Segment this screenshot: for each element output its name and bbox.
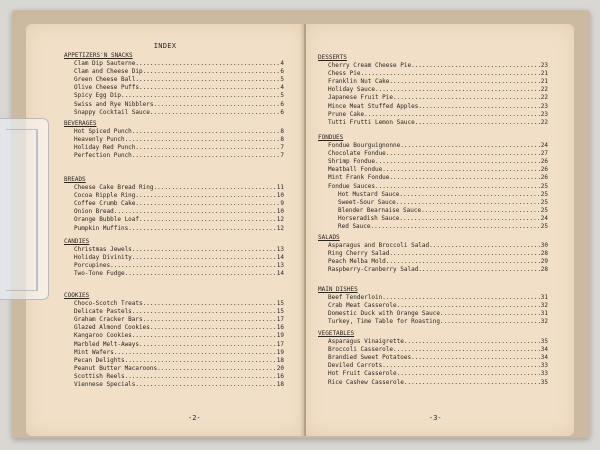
- recipe-name: Viennese Specials: [74, 381, 136, 389]
- recipe-page-number: 11: [276, 184, 284, 192]
- recipe-name: Graham Cracker Bars: [74, 316, 143, 324]
- dot-leader: [375, 183, 540, 191]
- recipe-page-number: 17: [276, 316, 284, 324]
- recipe-name: Franklin Nut Cake: [328, 78, 390, 86]
- index-entry: [64, 216, 284, 224]
- recipe-page-number: 22: [540, 94, 548, 102]
- index-entry: [64, 254, 284, 262]
- recipe-name: Green Cheese Ball: [74, 76, 136, 84]
- index-entry: [318, 302, 548, 310]
- index-section: [64, 176, 284, 233]
- index-entry: [318, 174, 548, 182]
- dot-leader: [135, 144, 279, 152]
- recipe-page-number: 26: [540, 174, 548, 182]
- dot-leader: [404, 379, 540, 387]
- index-entry: [64, 270, 284, 278]
- recipe-page-number: 26: [540, 166, 548, 174]
- index-entry: [318, 215, 548, 223]
- dot-leader: [114, 349, 276, 357]
- recipe-page-number: 18: [276, 356, 284, 364]
- index-entry: [64, 332, 284, 340]
- index-entry: [318, 338, 548, 346]
- index-entry: [64, 316, 284, 324]
- recipe-page-number: 5: [280, 92, 284, 100]
- dot-leader: [132, 332, 276, 340]
- recipe-page-number: 33: [540, 370, 548, 378]
- recipe-name: Deviled Carrots: [328, 362, 383, 370]
- recipe-page-number: 30: [540, 242, 548, 250]
- index-section: [318, 54, 548, 127]
- index-page-right: [306, 24, 574, 436]
- recipe-name: Pumpkin Muffins: [74, 224, 129, 232]
- index-entry: [318, 310, 548, 318]
- index-entry: [64, 192, 284, 200]
- recipe-name: Two-Tone Fudge: [74, 270, 125, 278]
- dot-leader: [143, 316, 276, 324]
- recipe-name: Spicy Egg Dip: [74, 92, 121, 100]
- index-entry: [64, 68, 284, 76]
- index-entry: [64, 225, 284, 233]
- dot-leader: [418, 103, 539, 111]
- recipe-name: Heavenly Punch: [74, 136, 125, 144]
- recipe-name: Christmas Jewels: [74, 246, 132, 254]
- recipe-name: Ring Cherry Salad: [328, 250, 390, 258]
- dot-leader: [399, 191, 539, 199]
- dot-leader: [153, 101, 279, 109]
- index-entry: [318, 242, 548, 250]
- recipe-name: Horseradish Sauce: [338, 214, 400, 222]
- index-entry: [318, 191, 548, 199]
- index-section: [318, 234, 548, 274]
- dot-leader: [150, 324, 276, 332]
- recipe-name: Red Sauce: [338, 223, 371, 231]
- dot-leader: [371, 223, 540, 231]
- dot-leader: [132, 246, 276, 254]
- recipe-name: Perfection Punch: [74, 152, 132, 160]
- recipe-page-number: 24: [540, 214, 548, 222]
- dot-leader: [396, 199, 540, 207]
- index-entry: [64, 60, 284, 68]
- recipe-name: Holiday Sauce: [328, 86, 375, 94]
- recipe-name: Shrimp Fondue: [328, 158, 375, 166]
- dot-leader: [389, 174, 539, 182]
- recipe-page-number: 22: [540, 86, 548, 94]
- index-entry: [318, 379, 548, 387]
- index-entry: [64, 324, 284, 332]
- dot-leader: [125, 270, 276, 278]
- section-title: CANDIES: [64, 238, 90, 245]
- recipe-page-number: 25: [540, 198, 548, 206]
- index-entry: [318, 362, 548, 370]
- dot-leader: [411, 354, 540, 362]
- dot-leader: [157, 365, 276, 373]
- index-entry: [64, 262, 284, 270]
- recipe-page-number: 32: [540, 318, 548, 326]
- recipe-name: Peanut Butter Macaroons: [74, 364, 158, 372]
- recipe-page-number: 13: [276, 262, 284, 270]
- recipe-page-number: 15: [276, 300, 284, 308]
- dot-leader: [139, 341, 276, 349]
- index-entry: [64, 152, 284, 160]
- index-entry: [64, 381, 284, 389]
- recipe-page-number: 6: [280, 100, 284, 108]
- page-number: -2-: [188, 414, 201, 422]
- recipe-name: Japanese Fruit Pie: [328, 94, 394, 102]
- dot-leader: [375, 86, 540, 94]
- dot-leader: [135, 192, 275, 200]
- index-entry: [64, 357, 284, 365]
- recipe-name: Turkey, Time Table for Roasting: [328, 318, 440, 326]
- dot-leader: [411, 62, 540, 70]
- index-entry: [64, 92, 284, 100]
- section-title: BEVERAGES: [64, 120, 97, 127]
- index-entry: [318, 346, 548, 354]
- recipe-name: Asparagus Vinaigrette: [328, 338, 404, 346]
- section-title: APPETIZERS'N SNACKS: [64, 52, 133, 59]
- recipe-page-number: 6: [280, 108, 284, 116]
- index-entry: [64, 101, 284, 109]
- recipe-name: Mince Meat Stuffed Apples: [328, 102, 419, 110]
- recipe-name: Orange Bubble Loaf: [74, 216, 140, 224]
- recipe-page-number: 23: [540, 102, 548, 110]
- recipe-name: Holiday Divinity: [74, 254, 132, 262]
- index-entry: [64, 349, 284, 357]
- dot-leader: [135, 76, 279, 84]
- dot-leader: [150, 109, 280, 117]
- index-entry: [64, 341, 284, 349]
- recipe-page-number: 12: [276, 216, 284, 224]
- recipe-name: Pecan Delights: [74, 356, 125, 364]
- recipe-name: Crab Meat Casserole: [328, 302, 397, 310]
- dot-leader: [389, 78, 539, 86]
- dot-leader: [397, 370, 540, 378]
- index-entry: [318, 199, 548, 207]
- recipe-page-number: 14: [276, 254, 284, 262]
- index-entry: [64, 128, 284, 136]
- index-section: [318, 134, 548, 231]
- index-entry: [64, 109, 284, 117]
- recipe-page-number: 9: [280, 200, 284, 208]
- dot-leader: [135, 200, 279, 208]
- index-entry: [318, 183, 548, 191]
- dot-leader: [393, 346, 540, 354]
- recipe-page-number: 20: [276, 364, 284, 372]
- recipe-page-number: 14: [276, 270, 284, 278]
- index-entry: [318, 207, 548, 215]
- recipe-page-number: 4: [280, 60, 284, 68]
- recipe-name: Hot Spiced Punch: [74, 128, 132, 136]
- recipe-name: Beef Tenderloin: [328, 294, 383, 302]
- dot-leader: [397, 302, 540, 310]
- index-section: [318, 330, 548, 387]
- section-title: COOKIES: [64, 292, 90, 299]
- recipe-name: Chocolate Fondue: [328, 150, 386, 158]
- recipe-page-number: 5: [280, 76, 284, 84]
- recipe-page-number: 24: [540, 142, 548, 150]
- recipe-name: Domestic Duck with Orange Sauce: [328, 310, 440, 318]
- index-entry: [64, 300, 284, 308]
- recipe-name: Swiss and Rye Nibblers: [74, 100, 154, 108]
- recipe-name: Blender Bearnaise Sauce: [338, 206, 422, 214]
- index-entry: [318, 370, 548, 378]
- recipe-page-number: 31: [540, 310, 548, 318]
- recipe-name: Asparagus and Broccoli Salad: [328, 242, 430, 250]
- dot-leader: [364, 111, 540, 119]
- index-entry: [318, 78, 548, 86]
- index-entry: [318, 94, 548, 102]
- section-title: SALADS: [318, 234, 340, 241]
- index-entry: [318, 103, 548, 111]
- recipe-page-number: 8: [280, 128, 284, 136]
- recipe-page-number: 28: [540, 266, 548, 274]
- index-entry: [318, 142, 548, 150]
- dot-leader: [132, 254, 276, 262]
- recipe-name: Fondue Bourguignonne: [328, 142, 401, 150]
- recipe-name: Cocoa Ripple Ring: [74, 192, 136, 200]
- index-section: [318, 286, 548, 326]
- recipe-name: Cherry Cream Cheese Pie: [328, 62, 412, 70]
- recipe-page-number: 31: [540, 294, 548, 302]
- section-title: BREADS: [64, 176, 86, 183]
- dot-leader: [400, 142, 540, 150]
- section-title: MAIN DISHES: [318, 286, 358, 293]
- dot-leader: [135, 381, 275, 389]
- dot-leader: [143, 300, 276, 308]
- recipe-page-number: 29: [540, 258, 548, 266]
- index-entry: [64, 136, 284, 144]
- dot-leader: [404, 338, 540, 346]
- recipe-page-number: 22: [540, 118, 548, 126]
- section-title: VEGETABLES: [318, 330, 355, 337]
- recipe-page-number: 4: [280, 84, 284, 92]
- recipe-name: Peach Melba Mold: [328, 258, 386, 266]
- dot-leader: [382, 362, 540, 370]
- recipe-page-number: 26: [540, 158, 548, 166]
- dot-leader: [389, 250, 539, 258]
- recipe-page-number: 19: [276, 332, 284, 340]
- recipe-page-number: 12: [276, 224, 284, 232]
- recipe-name: Brandied Sweet Potatoes: [328, 354, 412, 362]
- dot-leader: [132, 308, 276, 316]
- recipe-page-number: 6: [280, 68, 284, 76]
- index-entry: [318, 86, 548, 94]
- dot-leader: [418, 266, 539, 274]
- dot-leader: [440, 318, 540, 326]
- index-page-left: [26, 24, 304, 436]
- index-section: [64, 292, 284, 389]
- dot-leader: [110, 262, 276, 270]
- index-entry: [318, 318, 548, 326]
- dot-leader: [375, 158, 540, 166]
- recipe-page-number: 28: [540, 250, 548, 258]
- page-title: INDEX: [153, 42, 177, 50]
- index-entry: [64, 246, 284, 254]
- recipe-name: Glazed Almond Cookies: [74, 324, 150, 332]
- recipe-name: Hot Fruit Casserole: [328, 370, 397, 378]
- recipe-name: Olive Cheese Puffs: [74, 84, 140, 92]
- recipe-page-number: 35: [540, 378, 548, 386]
- index-entry: [318, 70, 548, 78]
- booklet: [12, 10, 590, 438]
- dot-leader: [421, 207, 540, 215]
- recipe-page-number: 25: [540, 206, 548, 214]
- recipe-page-number: 15: [276, 308, 284, 316]
- recipe-name: Porcupines: [74, 262, 111, 270]
- index-entry: [318, 250, 548, 258]
- index-entry: [64, 308, 284, 316]
- recipe-page-number: 21: [540, 78, 548, 86]
- index-entry: [318, 354, 548, 362]
- index-entry: [318, 166, 548, 174]
- recipe-name: Marbled Melt-Aways: [74, 340, 140, 348]
- recipe-page-number: 21: [540, 70, 548, 78]
- recipe-page-number: 19: [276, 348, 284, 356]
- recipe-page-number: 7: [280, 152, 284, 160]
- index-entry: [318, 266, 548, 274]
- recipe-page-number: 23: [540, 62, 548, 70]
- page-number: -3-: [429, 414, 442, 422]
- index-entry: [64, 84, 284, 92]
- recipe-page-number: 27: [540, 150, 548, 158]
- dot-leader: [361, 70, 540, 78]
- recipe-name: Mint Wafers: [74, 348, 114, 356]
- index-section: [64, 52, 284, 117]
- index-entry: [64, 208, 284, 216]
- recipe-page-number: 25: [540, 182, 548, 190]
- dot-leader: [153, 184, 275, 192]
- dot-leader: [125, 136, 280, 144]
- recipe-name: Scottish Reels: [74, 372, 125, 380]
- section-title: FONDUES: [318, 134, 344, 141]
- dot-leader: [125, 357, 276, 365]
- recipe-page-number: 34: [540, 346, 548, 354]
- recipe-page-number: 25: [540, 223, 548, 231]
- dot-leader: [132, 152, 280, 160]
- dot-leader: [440, 310, 540, 318]
- index-entry: [318, 62, 548, 70]
- recipe-page-number: 34: [540, 354, 548, 362]
- recipe-name: Clam and Cheese Dip: [74, 68, 143, 76]
- recipe-name: Coffee Crumb Cake: [74, 200, 136, 208]
- index-entry: [64, 200, 284, 208]
- recipe-name: Rice Cashew Casserole: [328, 378, 404, 386]
- recipe-page-number: 18: [276, 381, 284, 389]
- recipe-name: Raspberry-Cranberry Salad: [328, 266, 419, 274]
- recipe-page-number: 8: [280, 136, 284, 144]
- dot-leader: [386, 150, 540, 158]
- dot-leader: [139, 216, 276, 224]
- recipe-name: Delicate Pastels: [74, 308, 132, 316]
- recipe-name: Hot Mustard Sauce: [338, 190, 400, 198]
- index-entry: [318, 223, 548, 231]
- recipe-page-number: 7: [280, 144, 284, 152]
- dot-leader: [415, 119, 540, 127]
- dot-leader: [429, 242, 540, 250]
- section-title: DESSERTS: [318, 54, 347, 61]
- recipe-page-number: 35: [540, 338, 548, 346]
- recipe-name: Holiday Red Punch: [74, 144, 136, 152]
- index-entry: [318, 158, 548, 166]
- recipe-page-number: 10: [276, 208, 284, 216]
- recipe-page-number: 33: [540, 362, 548, 370]
- dot-leader: [143, 68, 280, 76]
- recipe-name: Broccoli Casserole: [328, 346, 394, 354]
- recipe-page-number: 16: [276, 324, 284, 332]
- index-entry: [318, 150, 548, 158]
- recipe-name: Prune Cake: [328, 110, 365, 118]
- recipe-name: Kangaroo Cookies: [74, 332, 132, 340]
- index-entry: [318, 258, 548, 266]
- index-entry: [64, 373, 284, 381]
- recipe-name: Onion Bread: [74, 208, 114, 216]
- dot-leader: [382, 294, 540, 302]
- recipe-name: Tutti Frutti Lemon Sauce: [328, 118, 415, 126]
- index-entry: [318, 111, 548, 119]
- dot-leader: [125, 373, 276, 381]
- dot-leader: [114, 208, 276, 216]
- recipe-page-number: 25: [540, 190, 548, 198]
- recipe-name: Mint Frank Fondue: [328, 174, 390, 182]
- dot-leader: [128, 225, 276, 233]
- index-section: [64, 120, 284, 160]
- index-entry: [64, 144, 284, 152]
- recipe-name: Fondue Sauces: [328, 182, 375, 190]
- index-entry: [64, 184, 284, 192]
- recipe-name: Sweet-Sour Sauce: [338, 198, 396, 206]
- recipe-page-number: 32: [540, 302, 548, 310]
- recipe-page-number: 16: [276, 372, 284, 380]
- dot-leader: [135, 60, 279, 68]
- recipe-name: Chess Pie: [328, 70, 361, 78]
- dot-leader: [121, 92, 279, 100]
- recipe-name: Clam Dip Sauterne: [74, 60, 136, 68]
- dot-leader: [139, 84, 279, 92]
- dot-leader: [132, 128, 280, 136]
- dot-leader: [393, 94, 540, 102]
- index-entry: [318, 119, 548, 127]
- dot-leader: [382, 166, 540, 174]
- recipe-name: Cheese Cake Bread Ring: [74, 184, 154, 192]
- index-entry: [64, 76, 284, 84]
- recipe-page-number: 23: [540, 110, 548, 118]
- recipe-name: Snappy Cocktail Sauce: [74, 108, 150, 116]
- dot-leader: [386, 258, 540, 266]
- recipe-name: Meatball Fondue: [328, 166, 383, 174]
- recipe-page-number: 13: [276, 246, 284, 254]
- index-section: [64, 238, 284, 278]
- recipe-page-number: 17: [276, 340, 284, 348]
- recipe-page-number: 10: [276, 192, 284, 200]
- recipe-name: Choco-Scotch Treats: [74, 300, 143, 308]
- dot-leader: [399, 215, 539, 223]
- plastic-clip: [0, 118, 49, 300]
- index-entry: [318, 294, 548, 302]
- index-entry: [64, 365, 284, 373]
